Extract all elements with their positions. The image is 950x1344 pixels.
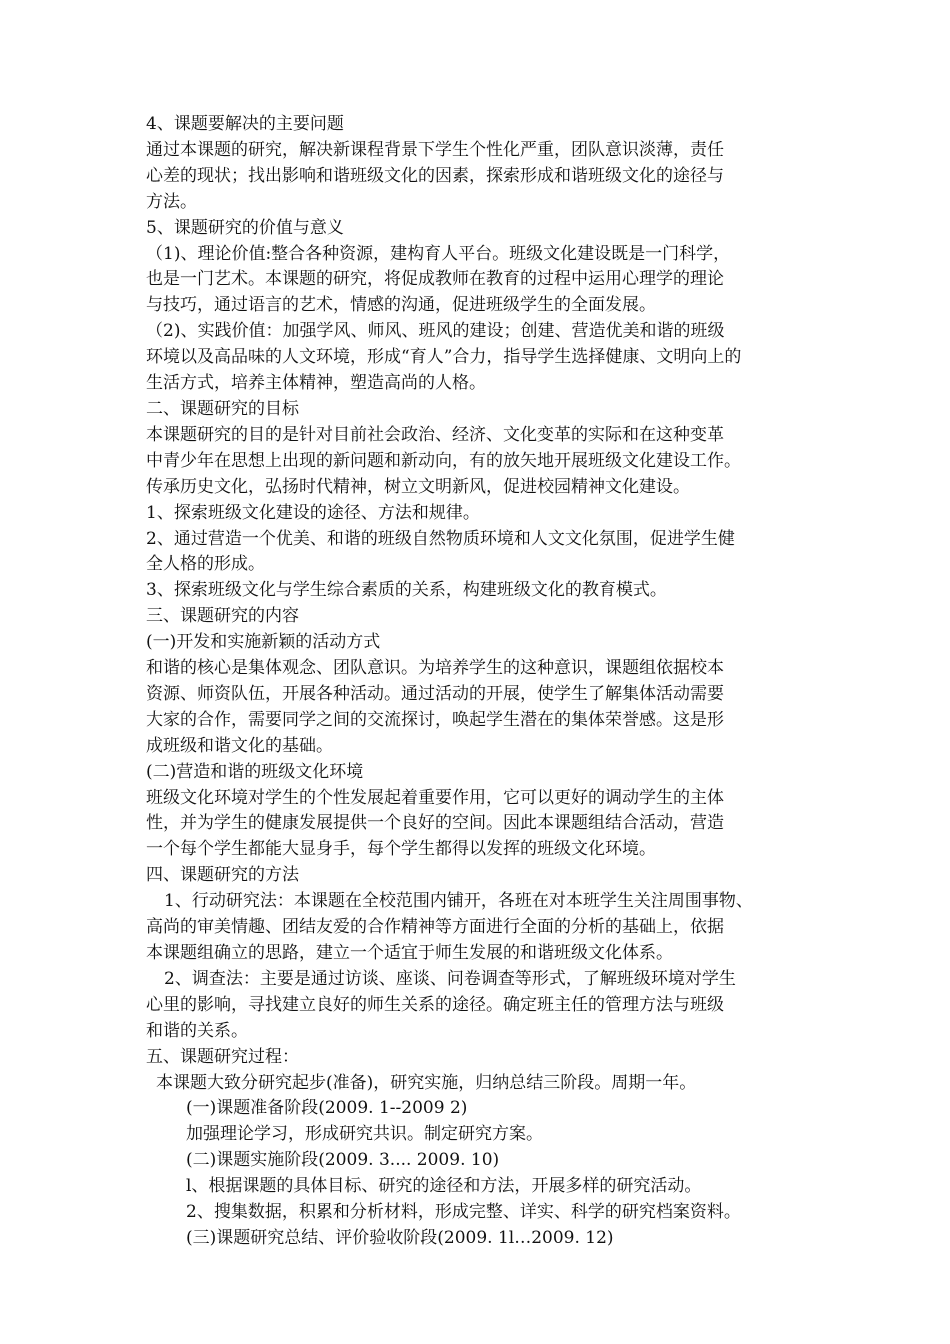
section-heading: 5、课题研究的价值与意义 (146, 217, 344, 238)
paragraph-line: 2、调查法：主要是通过访谈、座谈、问卷调查等形式，了解班级环境对学生 (164, 968, 736, 989)
list-item: 2、搜集数据，积累和分析材料，形成完整、详实、科学的研究档案资料。 (186, 1202, 741, 1223)
paragraph-line: 环境以及高品味的人文环境，形成“育人”合力，指导学生选择健康、文明向上的 (146, 347, 742, 368)
paragraph-line: 资源、师资队伍，开展各种活动。通过活动的开展，使学生了解集体活动需要 (146, 683, 724, 704)
subsection-heading: (二)营造和谐的班级文化环境 (146, 761, 364, 782)
paragraph-line: 加强理论学习，形成研究共识。制定研究方案。 (186, 1124, 543, 1145)
section-heading: 四、课题研究的方法 (146, 865, 299, 886)
paragraph-line: 生活方式，培养主体精神，塑造高尚的人格。 (146, 373, 486, 394)
paragraph-line: 大家的合作，需要同学之间的交流探讨，唤起学生潜在的集体荣誉感。这是形 (146, 709, 724, 730)
list-item: 3、探索班级文化与学生综合素质的关系，构建班级文化的教育模式。 (146, 580, 667, 601)
list-item: 全人格的形成。 (146, 554, 265, 575)
paragraph-line: 方法。 (146, 191, 197, 212)
paragraph-line: 心差的现状；找出影响和谐班级文化的因素，探索形成和谐班级文化的途径与 (146, 165, 724, 186)
paragraph-line: 和谐的关系。 (146, 1020, 248, 1041)
paragraph-line: 传承历史文化，弘扬时代精神，树立文明新风，促进校园精神文化建设。 (146, 476, 690, 497)
paragraph-line: 班级文化环境对学生的个性发展起着重要作用，它可以更好的调动学生的主体 (146, 787, 724, 808)
paragraph-line: 成班级和谐文化的基础。 (146, 735, 333, 756)
subsection-heading: (二)课题实施阶段(2009. 3.... 2009. 10) (186, 1150, 500, 1171)
list-item: 1、探索班级文化建设的途径、方法和规律。 (146, 502, 480, 523)
paragraph-line: 中青少年在思想上出现的新问题和新动向，有的放矢地开展班级文化建设工作。 (146, 450, 741, 471)
section-heading: 二、课题研究的目标 (146, 398, 299, 419)
paragraph-line: 本课题组确立的思路，建立一个适宜于师生发展的和谐班级文化体系。 (146, 943, 673, 963)
section-heading: 三、课题研究的内容 (146, 606, 299, 627)
paragraph-line: 通过本课题的研究，解决新课程背景下学生个性化严重，团队意识淡薄，责任 (146, 139, 724, 160)
paragraph-line: 与技巧，通过语言的艺术，情感的沟通，促进班级学生的全面发展。 (146, 295, 656, 316)
paragraph-line: 高尚的审美情趣、团结友爱的合作精神等方面进行全面的分析的基础上，依据 (146, 917, 724, 938)
paragraph-line: 心里的影响，寻找建立良好的师生关系的途径。确定班主任的管理方法与班级 (146, 994, 724, 1015)
paragraph-line: 和谐的核心是集体观念、团队意识。为培养学生的这种意识，课题组依据校本 (146, 658, 724, 679)
paragraph-line: 本课题研究的目的是针对目前社会政治、经济、文化变革的实际和在这种变革 (146, 424, 724, 445)
paragraph-line: 也是一门艺术。本课题的研究，将促成教师在教育的过程中运用心理学的理论 (146, 269, 724, 290)
paragraph-line: （2)、实践价值：加强学风、师风、班风的建设；创建、营造优美和谐的班级 (146, 321, 725, 342)
subsection-heading: (三)课题研究总结、评价验收阶段(2009. 1l…2009. 12) (186, 1227, 614, 1248)
document-body (146, 112, 816, 1252)
subsection-heading: (一)开发和实施新颖的活动方式 (146, 632, 381, 653)
subsection-heading: (一)课题准备阶段(2009. 1--2009 2) (186, 1098, 468, 1119)
list-item: l、根据课题的具体目标、研究的途径和方法，开展多样的研究活动。 (186, 1176, 702, 1197)
list-item: 2、通过营造一个优美、和谐的班级自然物质环境和人文文化氛围，促进学生健 (146, 528, 735, 549)
paragraph-line: （1)、理论价值:整合各种资源，建构育人平台。班级文化建设既是一门科学， (146, 243, 731, 264)
paragraph-line: 一个每个学生都能大显身手，每个学生都得以发挥的班级文化环境。 (146, 839, 656, 860)
paragraph-line: 1、行动研究法：本课题在全校范围内铺开，各班在对本班学生关注周围事物、 (164, 891, 753, 912)
section-heading: 五、课题研究过程： (146, 1046, 299, 1067)
section-heading: 4、课题要解决的主要问题 (146, 114, 344, 134)
paragraph-line: 本课题大致分研究起步(准备)，研究实施，归纳总结三阶段。周期一年。 (156, 1072, 697, 1093)
paragraph-line: 性，并为学生的健康发展提供一个良好的空间。因此本课题组结合活动，营造 (146, 813, 724, 834)
